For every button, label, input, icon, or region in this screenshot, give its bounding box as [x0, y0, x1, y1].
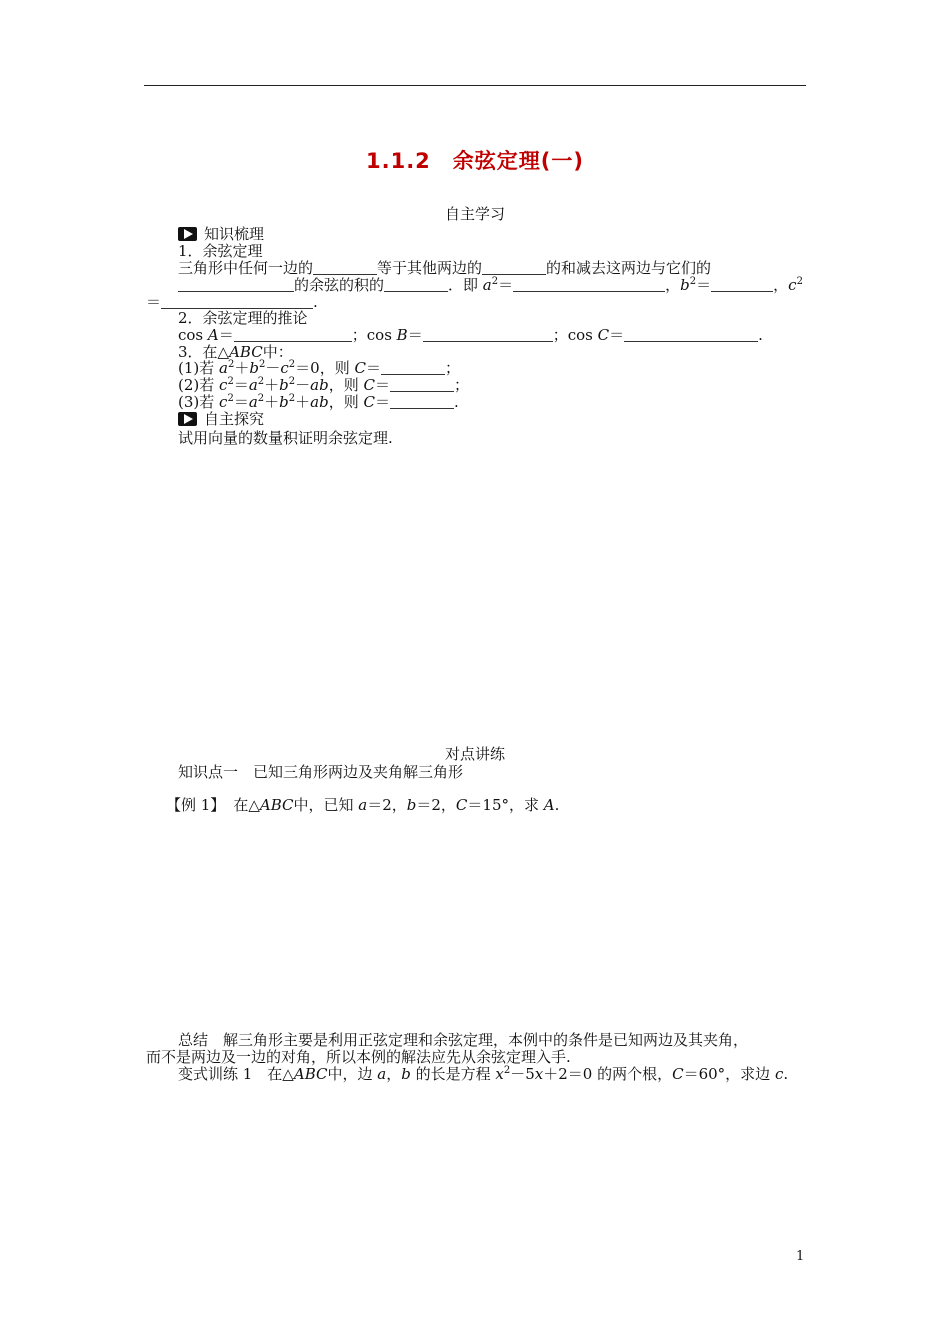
variant-exercise-1: 变式训练 1 在△ABC中，边 a，b 的长是方程 $x^2-5x+2=0$ 的两个根，C＝60°，求边 c.: [178, 1065, 789, 1083]
section-heading-self-study: 自主学习: [444, 205, 505, 223]
question-2: (2)若 $c^2=a^2+b^2-ab$，则 C＝ ；: [178, 376, 470, 394]
item1-title: 1．余弦定理: [178, 242, 263, 260]
question-1: (1)若 $a^2+b^2-c^2=0$，则 C＝ ；: [178, 359, 460, 377]
blank-field[interactable]: [711, 278, 773, 292]
header-rule: [144, 85, 806, 86]
cosine-law-line-2: 的余弦的积的 ．即 $a^2=$ ，$b^2=$ ，$c^2$: [178, 277, 803, 294]
question-3: (3)若 $c^2=a^2+b^2+ab$，则 C＝ .: [178, 393, 459, 411]
blank-field[interactable]: [390, 395, 454, 409]
blank-field[interactable]: [178, 278, 294, 292]
blank-field[interactable]: [624, 328, 758, 342]
example-1: 【例 1】 在△ABC中，已知 a＝2，b＝2，C＝15°，求 A.: [166, 796, 560, 814]
explore-question: 试用向量的数量积证明余弦定理.: [178, 429, 393, 447]
play-icon: [178, 412, 197, 426]
knowledge-point-1: 知识点一 已知三角形两边及夹角解三角形: [178, 763, 464, 781]
item2-title: 2．余弦定理的推论: [178, 309, 308, 327]
page-number: 1: [796, 1249, 805, 1264]
blank-field[interactable]: [381, 361, 445, 375]
blank-field[interactable]: [384, 278, 448, 292]
blank-field[interactable]: [234, 328, 352, 342]
play-icon: [178, 227, 197, 241]
cosine-law-line-3: ＝ .: [146, 293, 318, 311]
summary-line-1: 总结 解三角形主要是利用正弦定理和余弦定理，本例中的条件是已知两边及其夹角，: [178, 1031, 749, 1049]
blank-field[interactable]: [513, 278, 665, 292]
blank-field[interactable]: [161, 295, 313, 309]
blank-field[interactable]: [482, 261, 546, 275]
blank-field[interactable]: [423, 328, 553, 342]
explore-heading: 自主探究: [178, 411, 264, 428]
item3-title: 3．在△ABC中：: [178, 343, 293, 361]
knowledge-heading: 知识梳理: [178, 226, 264, 243]
section-heading-practice: 对点讲练: [444, 745, 505, 763]
blank-field[interactable]: [313, 261, 377, 275]
page-title: 1.1.2 余弦定理(一): [366, 149, 584, 173]
blank-field[interactable]: [390, 378, 454, 392]
summary-line-2: 而不是两边及一边的对角，所以本例的解法应先从余弦定理入手.: [146, 1048, 571, 1066]
corollary-line: cos A＝ ；cos B＝ ；cos C＝ .: [178, 326, 763, 344]
cosine-law-line-1: 三角形中任何一边的 等于其他两边的 的和减去这两边与它们的: [178, 259, 712, 277]
